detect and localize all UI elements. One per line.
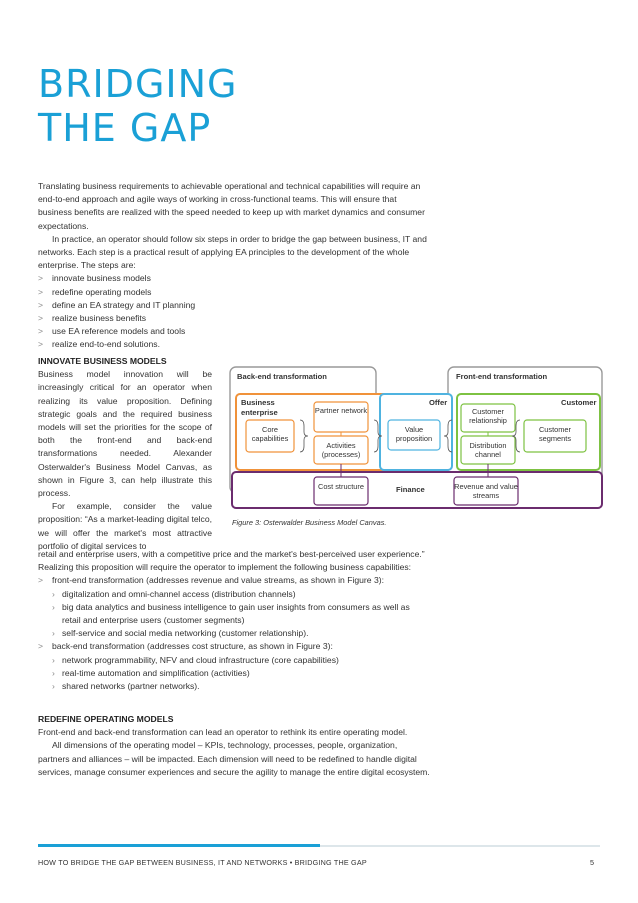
capability-front-end	[38, 574, 430, 587]
back-end-subitem: › real-time automation and simplification (activities)	[38, 667, 430, 680]
back-end-subitem: › network programmability, NFV and cloud infrastructure (core capabilities)	[38, 654, 430, 667]
figure-caption: Figure 3: Osterwalder Business Model Canvas.	[232, 518, 387, 527]
back-end-sublist	[38, 654, 430, 694]
page-title	[38, 62, 338, 150]
core-capabilities-label: Core capabilities	[251, 425, 289, 443]
step-item: > define an EA strategy and IT planning	[38, 299, 430, 312]
back-end-label: Back-end transformation	[237, 372, 327, 381]
intro-paragraph-1: Translating business requirements to achievable operational and technical capabilities will require an end-to-end approach and agile ways of working in cross-functional teams. This will ensure that business benefits are realized with the speed needed to keep up with market dynamics and consumer expectations.	[38, 181, 425, 231]
distribution-channel-label: Distribution channel	[469, 441, 507, 459]
footer-text: HOW TO BRIDGE THE GAP BETWEEN BUSINESS, IT AND NETWORKS • BRIDGING THE GAP	[38, 858, 367, 867]
intro-paragraph-2: In practice, an operator should follow six steps in order to bridge the gap between business, IT and networks. Each step is a practical result of applying EA principles to the development of the whole enterprise. The steps are:	[38, 233, 427, 271]
front-end-subitem: › big data analytics and business intelligence to gain user insights from consumers as well as retail and enterprise users (customer segments)	[38, 601, 430, 627]
footer-accent-bar	[38, 844, 320, 847]
capability-back-end	[38, 640, 430, 653]
section1-paragraph-1: Business model innovation will be increasingly critical for an operator when realizing its value proposition. Defining strategic goals and the required business models will set the priorities for the scope of both the front-end and back-end transformations needed. Alexander Osterwalder's Business Model Canvas, as shown in Figure 3, can help illustrate this process.	[38, 369, 212, 499]
front-end-label: Front-end transformation	[456, 372, 548, 381]
back-end-subitem: › shared networks (partner networks).	[38, 680, 430, 693]
capability-front-end-text: front-end transformation (addresses revenue and value streams, as shown in Figure 3):	[52, 575, 384, 586]
finance-label: Finance	[396, 485, 425, 494]
section1-continuation	[38, 548, 430, 693]
activities-label: Activities (processes)	[321, 441, 361, 459]
section2-heading: REDEFINE OPERATING MODELS	[38, 714, 174, 724]
section1-column	[38, 355, 212, 553]
offer-label: Offer	[429, 398, 448, 407]
section2-paragraph-2: All dimensions of the operating model – KPIs, technology, processes, people, organization, partners and alliances – will be impacted. Each dimension will need to be redefined to handle digital services, manage consumer experiences and secure the agility to manage the entire digital ecosystem.	[38, 740, 430, 777]
capability-back-end-text: back-end transformation (addresses cost structure, as shown in Figure 3):	[52, 641, 333, 652]
step-item: > realize business benefits	[38, 312, 430, 325]
customer-relationship-label: Customer relationship	[469, 407, 507, 425]
section2-paragraph-1: Front-end and back-end transformation can lead an operator to rethink its entire operating model.	[38, 727, 408, 738]
step-item: > use EA reference models and tools	[38, 325, 430, 338]
title-line-1: BRIDGING	[38, 62, 238, 106]
capabilities-list	[38, 574, 430, 587]
intro-block	[38, 180, 430, 352]
value-proposition-label: Value proposition	[395, 425, 433, 443]
customer-segments-label: Customer segments	[538, 425, 572, 443]
front-end-sublist	[38, 588, 430, 641]
title-line-2: THE GAP	[38, 106, 212, 150]
revenue-streams-label: Revenue and value streams	[454, 482, 518, 500]
capabilities-list-back	[38, 640, 430, 653]
section1-paragraph-2a: For example, consider the value proposition: “As a market-leading digital telco, we will offer the market's most attractive portfolio of digital services to	[38, 501, 212, 551]
section1-paragraph-2b: retail and enterprise users, with a competitive price and the market's best-perceived user experience.” Realizing this proposition will require the operator to implement the following business capabilities:	[38, 549, 425, 573]
partner-network-label: Partner network	[314, 406, 368, 415]
steps-list	[38, 272, 430, 351]
customer-label: Customer	[561, 398, 597, 407]
section1-heading: INNOVATE BUSINESS MODELS	[38, 356, 167, 366]
cost-structure-label: Cost structure	[317, 482, 364, 491]
step-item: > redefine operating models	[38, 286, 430, 299]
section2-block	[38, 713, 430, 779]
business-enterprise-label: Business enterprise	[241, 398, 278, 417]
page-number: 5	[590, 858, 594, 867]
front-end-subitem: › self-service and social media networking (customer relationship).	[38, 627, 430, 640]
step-item: > innovate business models	[38, 272, 430, 285]
front-end-subitem: › digitalization and omni-channel access (distribution channels)	[38, 588, 430, 601]
step-item: > realize end-to-end solutions.	[38, 338, 430, 351]
